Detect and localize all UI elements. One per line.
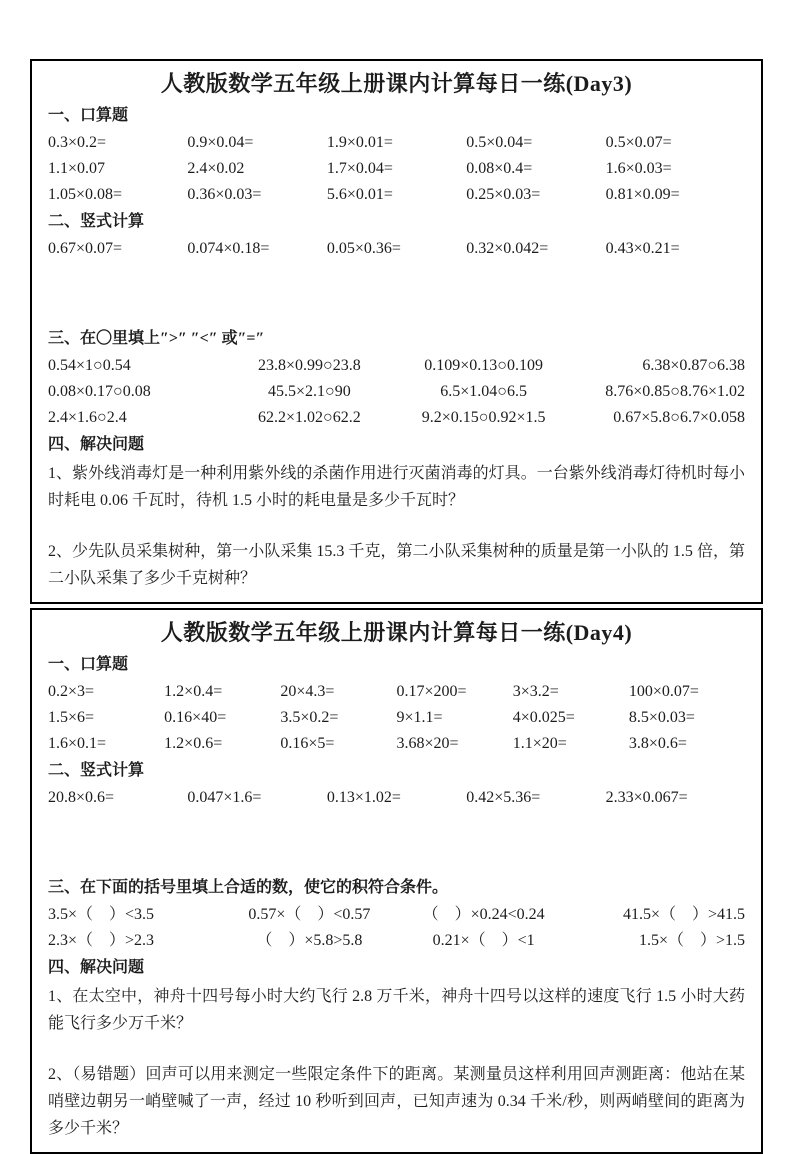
worksheet-day3	[30, 59, 763, 604]
oral-problem: 0.2×3=	[48, 683, 95, 700]
oral-problem: 2.4×0.02	[187, 160, 245, 177]
oral-problem: 3×3.2=	[512, 683, 559, 700]
oral-problem: 5.6×0.01=	[326, 186, 393, 203]
oral-row	[48, 708, 745, 728]
compare-problem: 0.67×5.8○6.7×0.058	[613, 409, 745, 426]
worksheet-title-day3: 人教版数学五年级上册课内计算每日一练(Day3)	[160, 71, 633, 96]
section-heading-oral-day3: 一、口算题	[48, 107, 129, 124]
oral-problem: 0.36×0.03=	[187, 186, 262, 203]
vertical-problem: 0.32×0.042=	[466, 240, 549, 257]
oral-problem: 1.7×0.04=	[326, 160, 393, 177]
vertical-problem: 0.43×0.21=	[605, 240, 680, 257]
vertical-problem: 0.047×1.6=	[187, 789, 262, 806]
oral-problem: 1.6×0.1=	[48, 735, 107, 752]
fill-row	[48, 931, 745, 951]
compare-problem: 6.38×0.87○6.38	[642, 357, 745, 374]
oral-problem: 1.05×0.08=	[48, 186, 123, 203]
worksheet-day4	[30, 608, 763, 1154]
compare-problem: 6.5×1.04○6.5	[440, 383, 527, 400]
vertical-row	[48, 239, 745, 259]
compare-problem: 0.109×0.13○0.109	[424, 357, 543, 374]
fill-problem: 2.3×（ ）>2.3	[48, 932, 155, 949]
oral-problem: 3.5×0.2=	[280, 709, 339, 726]
fill-problem: 0.21×（ ）<1	[432, 932, 535, 949]
oral-row	[48, 734, 745, 754]
oral-problem: 0.25×0.03=	[466, 186, 541, 203]
fill-problem: 41.5×（ ）>41.5	[622, 906, 745, 923]
section-heading-compare-day3: 三、在〇里填上″>″ ″<″ 或″=″	[48, 330, 265, 347]
compare-problem: 2.4×1.6○2.4	[48, 409, 127, 426]
oral-row	[48, 185, 745, 205]
compare-row	[48, 356, 745, 376]
oral-problem: 3.8×0.6=	[628, 735, 687, 752]
oral-problem: 1.5×6=	[48, 709, 95, 726]
compare-row	[48, 408, 745, 428]
oral-problem: 0.5×0.04=	[466, 134, 533, 151]
word-problem-1: 1、在太空中，神舟十四号每小时大约飞行 2.8 万千米，神舟十四号以这样的速度飞行 1.5 小时大药能飞行多少万千米？	[48, 988, 745, 1032]
vertical-workspace	[48, 814, 745, 872]
vertical-problem: 2.33×0.067=	[605, 789, 688, 806]
section-heading-oral-day4: 一、口算题	[48, 656, 129, 673]
oral-problem: 8.5×0.03=	[628, 709, 695, 726]
vertical-problem: 0.42×5.36=	[466, 789, 541, 806]
oral-problem: 1.2×0.4=	[164, 683, 223, 700]
oral-problem: 3.68×20=	[396, 735, 459, 752]
oral-problem: 0.17×200=	[396, 683, 467, 700]
oral-problem: 0.08×0.4=	[466, 160, 533, 177]
section-heading-problems-day4: 四、解决问题	[48, 959, 145, 976]
word-problem-2: 2、少先队员采集树种，第一小队采集 15.3 千克，第二小队采集树种的质量是第一小队的 1.5 倍，第二小队采集了多少千克树种？	[48, 543, 745, 587]
oral-problem: 100×0.07=	[628, 683, 699, 700]
section-heading-fill-day4: 三、在下面的括号里填上合适的数，使它的积符合条件。	[48, 879, 449, 896]
compare-problem: 45.5×2.1○90	[268, 383, 351, 400]
compare-problem: 0.08×0.17○0.08	[48, 383, 151, 400]
section-heading-vertical-day3: 二、竖式计算	[48, 213, 145, 230]
compare-problem: 62.2×1.02○62.2	[258, 409, 361, 426]
section-heading-vertical-day4: 二、竖式计算	[48, 762, 145, 779]
vertical-problem: 0.13×1.02=	[326, 789, 401, 806]
oral-problem: 0.5×0.07=	[605, 134, 672, 151]
fill-problem: 1.5×（ ）>1.5	[638, 932, 745, 949]
oral-problem: 20×4.3=	[280, 683, 335, 700]
oral-problem: 0.81×0.09=	[605, 186, 680, 203]
oral-row	[48, 133, 745, 153]
compare-problem: 23.8×0.99○23.8	[258, 357, 361, 374]
vertical-workspace	[48, 265, 745, 323]
oral-row	[48, 159, 745, 179]
vertical-row	[48, 788, 745, 808]
vertical-problem: 0.67×0.07=	[48, 240, 123, 257]
fill-problem: （ ）×0.24<0.24	[422, 906, 545, 923]
oral-problem: 0.16×5=	[280, 735, 335, 752]
fill-row	[48, 905, 745, 925]
worksheet-title-day4: 人教版数学五年级上册课内计算每日一练(Day4)	[160, 620, 633, 645]
oral-problem: 1.1×20=	[512, 735, 567, 752]
vertical-problem: 20.8×0.6=	[48, 789, 115, 806]
oral-problem: 1.6×0.03=	[605, 160, 672, 177]
compare-problem: 9.2×0.15○0.92×1.5	[421, 409, 546, 426]
fill-problem: 3.5×（ ）<3.5	[48, 906, 155, 923]
oral-problem: 9×1.1=	[396, 709, 443, 726]
oral-problem: 0.3×0.2=	[48, 134, 107, 151]
word-problem-2: 2、（易错题）回声可以用来测定一些限定条件下的距离。某测量员这样利用回声测距离：他站在某哨壁边朝另一峭壁喊了一声，经过 10 秒听到回声，已知声速为 0.34 千米/秒，则两峭壁间的距离为多少千米？	[48, 1066, 745, 1137]
oral-row	[48, 682, 745, 702]
fill-problem: 0.57×（ ）<0.57	[248, 906, 371, 923]
oral-problem: 0.16×40=	[164, 709, 227, 726]
oral-problem: 1.9×0.01=	[326, 134, 393, 151]
section-heading-problems-day3: 四、解决问题	[48, 436, 145, 453]
compare-row	[48, 382, 745, 402]
compare-problem: 0.54×1○0.54	[48, 357, 131, 374]
fill-problem: （ ）×5.8>5.8	[256, 932, 363, 949]
oral-problem: 0.9×0.04=	[187, 134, 254, 151]
oral-problem: 4×0.025=	[512, 709, 575, 726]
vertical-problem: 0.05×0.36=	[326, 240, 401, 257]
compare-problem: 8.76×0.85○8.76×1.02	[605, 383, 745, 400]
word-problem-1: 1、紫外线消毒灯是一种利用紫外线的杀菌作用进行灭菌消毒的灯具。一台紫外线消毒灯待机时每小时耗电 0.06 千瓦时，待机 1.5 小时的耗电量是多少千瓦时？	[48, 465, 745, 509]
vertical-problem: 0.074×0.18=	[187, 240, 270, 257]
oral-problem: 1.1×0.07	[48, 160, 106, 177]
oral-problem: 1.2×0.6=	[164, 735, 223, 752]
